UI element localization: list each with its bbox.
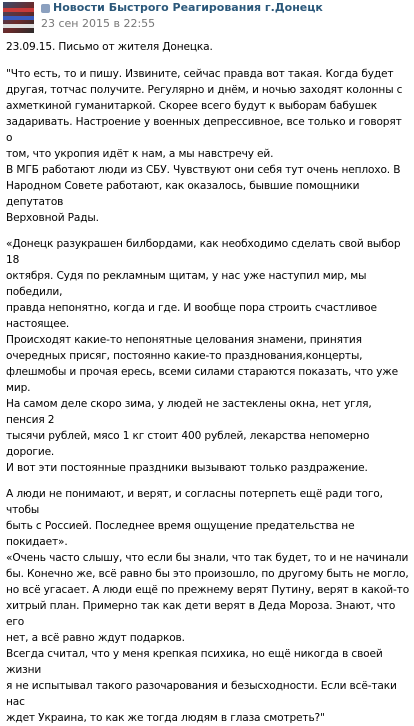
post-line: очередных присяг, постоянно какие-то празднования,концерты,	[6, 350, 363, 362]
post-line: В МГБ работают люди из СБУ. Чувствуют они себя тут очень неплохо. В	[6, 164, 401, 176]
post-line: Всегда считал, что у меня крепкая психика, но ещё никогда в своей жизни	[6, 648, 383, 676]
post-line: И вот эти постоянные праздники вызывают только раздражение.	[6, 462, 368, 474]
post-line: «Донецк разукрашен билбордами, как необходимо сделать свой выбор 18	[6, 238, 401, 266]
post-line: том, что укропия идёт к нам, а мы навстречу ей.	[6, 148, 274, 160]
post-line: тысячи рублей, мясо 1 кг стоит 400 рублей, лекарства непомерно дорогие.	[6, 430, 370, 458]
vk-icon	[41, 4, 50, 13]
post-line: "Что есть, то и пишу. Извините, сейчас правда вот такая. Когда будет	[6, 68, 394, 80]
post-line: октября. Судя по рекламным щитам, у нас уже наступил мир, мы победили,	[6, 270, 367, 298]
post-line: бы. Конечно же, всё равно бы это произошло, по другому быть не могло,	[6, 568, 409, 580]
post-body	[6, 39, 411, 726]
post-line: На самом деле скоро зима, у людей не застеклены окна, нет угля, пенсия 2	[6, 398, 372, 426]
post-line: задаривать. Настроение у военных депрессивное, все только и говорят о	[6, 116, 402, 144]
paragraph-gap	[6, 476, 411, 486]
avatar-flag-stripe	[3, 24, 34, 28]
post-line: А люди не понимают, и верят, и согласны потерпеть ещё ради того, чтобы	[6, 488, 383, 516]
post-line: Происходят какие-то непонятные целования знамени, принятия	[6, 334, 362, 346]
post-line: Народном Совете работают, как оказалось, бывшие помощники депутатов	[6, 180, 360, 208]
post-line: ждет Украина, то как же тогда людям в глаза смотреть?"	[6, 712, 325, 724]
post-line: нет, а всё равно ждут подарков.	[6, 632, 185, 644]
post-line: я не испытывал такого разочарования и безысходности. Если всё-таки нас	[6, 680, 397, 708]
avatar-flag-stripe	[3, 8, 34, 12]
post-line: «Очень часто слышу, что если бы знали, что так будет, то и не начинали	[6, 552, 409, 564]
paragraph-gap	[6, 55, 411, 66]
post-line: но всё угасает. А люди ещё по прежнему верят Путину, верят в какой-то	[6, 584, 410, 596]
post-line: хитрый план. Примерно так как дети верят в Деда Мороза. Знают, что его	[6, 600, 396, 628]
post-title: 23.09.15. Письмо от жителя Донецка.	[6, 41, 213, 53]
post-header	[0, 0, 414, 36]
post-line: правда непонятно, когда и где. И вообще пора строить счастливое	[6, 302, 377, 314]
post-line: Верховной Рады.	[6, 212, 99, 224]
post-line: быть с Россией. Последнее время ощущение предательства не покидает».	[6, 520, 355, 548]
group-avatar[interactable]	[3, 2, 34, 33]
post-line: флешмобы и прочая ересь, всеми силами стараются показать, что уже мир.	[6, 366, 399, 394]
group-name-link[interactable]: Новости Быстрого Реагирования г.Донецк	[53, 1, 323, 14]
post-line: настоящее.	[6, 318, 70, 330]
post-line: другая, тотчас получите. Регулярно и днём, и ночью заходят колонны с	[6, 84, 403, 96]
post-date[interactable]: 23 сен 2015 в 22:55	[41, 17, 156, 30]
avatar-flag-stripe	[3, 16, 34, 20]
post-line: ахметкиной гуманитаркой. Скорее всего будут к выборам бабушек	[6, 100, 377, 112]
paragraph-gap	[6, 226, 411, 236]
